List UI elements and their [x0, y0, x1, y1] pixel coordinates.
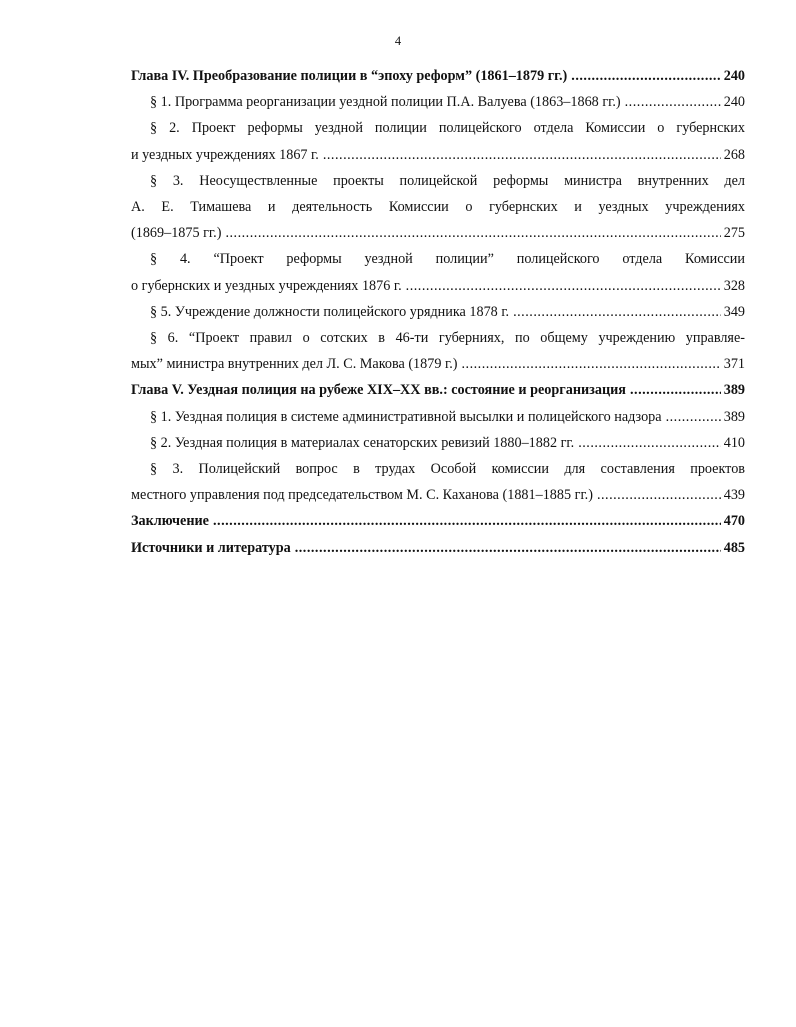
- toc-entry-title-line: § 4. “Проект реформы уездной полиции” полицейского отдела Комиссии: [150, 251, 745, 268]
- toc-entry-title-line: местного управления под председательством М. С. Каханова (1881–1885 гг.): [131, 487, 593, 504]
- toc-entry-page: 485: [723, 539, 745, 556]
- toc-entry-chapter-5[interactable]: [131, 377, 745, 403]
- toc-entry-title: Заключение: [131, 513, 209, 530]
- toc-entry-title-line: § 3. Неосуществленные проекты полицейской реформы министра внутренних дел: [150, 172, 745, 189]
- toc-entry-title: § 5. Учреждение должности полицейского урядника 1878 г.: [150, 303, 510, 320]
- toc-entry-title-line: § 3. Полицейский вопрос в трудах Особой комиссии для составления проектов: [150, 461, 745, 478]
- toc-entry-title: § 2. Уездная полиция в материалах сенаторских ревизий 1880–1882 гг.: [150, 434, 575, 451]
- toc-entry-page: 240: [723, 94, 745, 111]
- toc-entry-section-4-4[interactable]: [131, 246, 745, 298]
- toc-entry-title-line: и уездных учреждениях 1867 г.: [131, 146, 319, 163]
- page-number: 4: [394, 34, 402, 48]
- toc-entry-page: 389: [723, 382, 745, 399]
- toc-entry-section-4-1[interactable]: [131, 89, 745, 115]
- dot-leader: [571, 63, 720, 89]
- toc-entry-section-4-3[interactable]: [131, 168, 745, 247]
- dot-leader: [513, 299, 721, 325]
- toc-entry-title-line: о губернских и уездных учреждениях 1876 г.: [131, 277, 402, 294]
- toc-entry-page: 470: [723, 513, 745, 530]
- toc-entry-title-line: мых” министра внутренних дел Л. С. Макова (1879 г.): [131, 356, 458, 373]
- toc-entry-page: 275: [723, 225, 745, 242]
- toc-entry-page: 240: [723, 68, 745, 84]
- toc-entry-title-line: § 2. Проект реформы уездной полиции полицейского отдела Комиссии о губернских: [150, 120, 745, 137]
- toc-entry-title: § 1. Программа реорганизации уездной полиции П.А. Валуева (1863–1868 гг.): [150, 94, 621, 111]
- toc-entry-page: 439: [723, 487, 745, 504]
- toc-entry-section-4-2[interactable]: [131, 115, 745, 167]
- toc-entry-section-4-5[interactable]: [131, 299, 745, 325]
- toc-entry-title: Глава V. Уездная полиция на рубеже XIX–XX вв.: состояние и реорганизация: [131, 382, 626, 399]
- toc-entry-conclusion[interactable]: [131, 508, 745, 534]
- table-of-contents: [131, 63, 745, 561]
- dot-leader: [578, 430, 721, 456]
- toc-entry-page: 389: [723, 408, 745, 425]
- toc-entry-page: 371: [723, 356, 745, 373]
- toc-entry-title: Глава IV. Преобразование полиции в “эпоху реформ” (1861–1879 гг.): [131, 68, 568, 84]
- toc-entry-sources[interactable]: [131, 535, 745, 561]
- toc-entry-section-4-6[interactable]: [131, 325, 745, 377]
- toc-entry-title: § 1. Уездная полиция в системе административной высылки и полицейского надзора: [150, 408, 662, 425]
- dot-leader: [323, 142, 721, 168]
- toc-entry-page: 349: [723, 303, 745, 320]
- dot-leader: [625, 89, 721, 115]
- dot-leader: [295, 535, 721, 561]
- toc-entry-chapter-4[interactable]: [131, 63, 745, 89]
- toc-entry-page: 410: [723, 434, 745, 451]
- toc-entry-page: 268: [723, 146, 745, 163]
- toc-entry-section-5-2[interactable]: [131, 430, 745, 456]
- dot-leader: [461, 351, 720, 377]
- dot-leader: [225, 220, 720, 246]
- toc-entry-section-5-1[interactable]: [131, 404, 745, 430]
- toc-entry-page: 328: [723, 277, 745, 294]
- toc-entry-section-5-3[interactable]: [131, 456, 745, 508]
- toc-entry-title-line: А. Е. Тимашева и деятельность Комиссии о губернских и уездных учреждениях: [131, 199, 745, 216]
- dot-leader: [213, 508, 721, 534]
- dot-leader: [597, 482, 721, 508]
- dot-leader: [666, 404, 721, 430]
- toc-entry-title-line: (1869–1875 гг.): [131, 225, 222, 242]
- dot-leader: [406, 273, 721, 299]
- dot-leader: [630, 377, 721, 403]
- toc-entry-title: Источники и литература: [131, 539, 291, 556]
- toc-entry-title-line: § 6. “Проект правил о сотских в 46-ти губерниях, по общему учреждению управляе-: [150, 330, 745, 347]
